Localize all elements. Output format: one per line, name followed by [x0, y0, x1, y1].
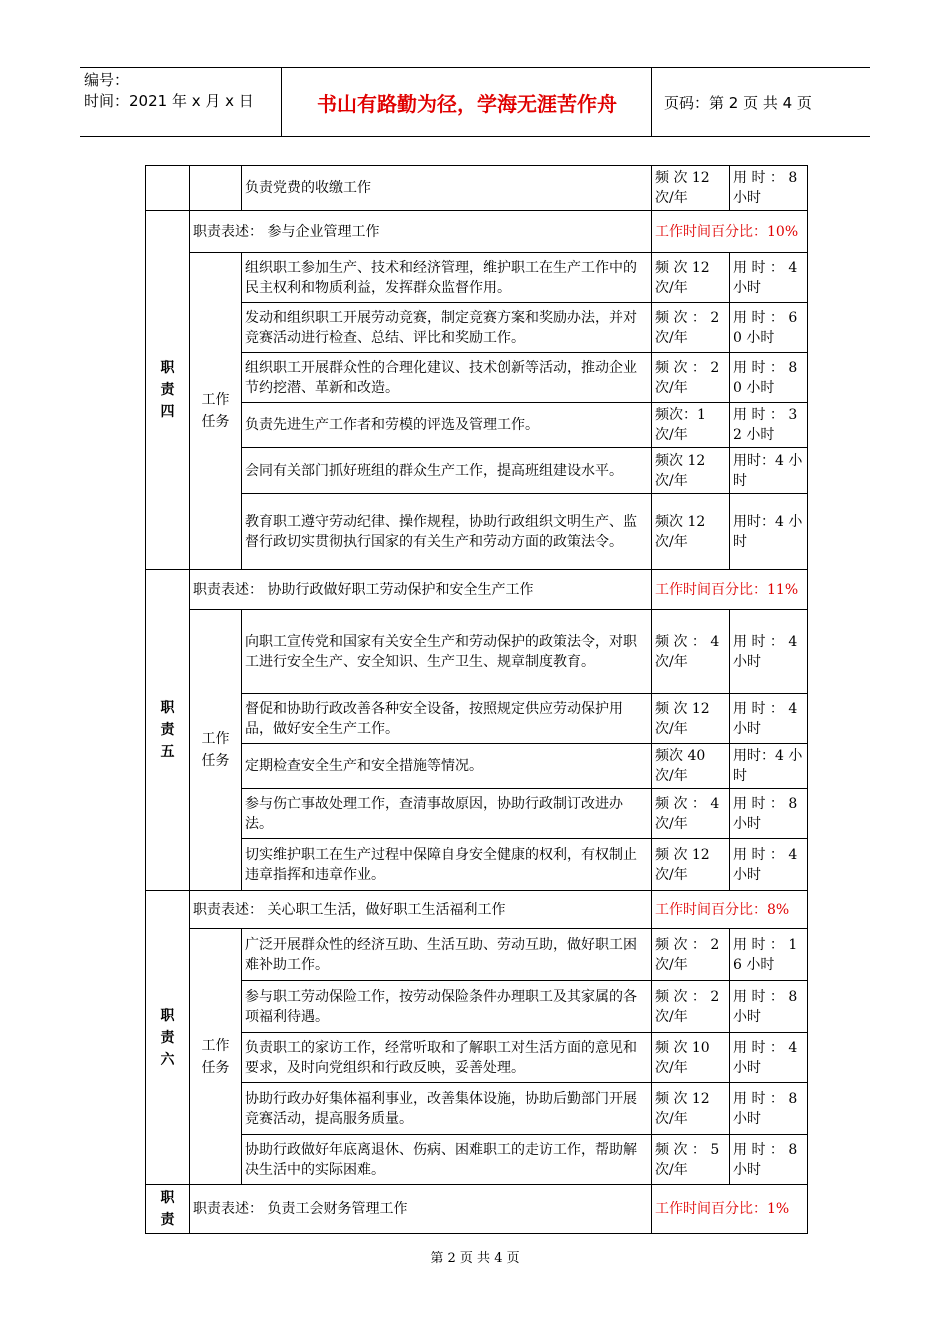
task-text: 参与职工劳动保险工作，按劳动保险条件办理职工及其家属的各项福利待遇。 — [242, 981, 652, 1033]
duty-label — [146, 211, 190, 570]
hours-cell: 用 时 ： 8 小时 — [730, 789, 808, 839]
freq-cell: 频 次 12 次/年 — [652, 253, 730, 303]
table-row — [146, 789, 808, 839]
freq-cell: 频 次 ： 4 次/年 — [652, 789, 730, 839]
vertical-text: 职责四 — [160, 360, 175, 420]
table-row — [146, 448, 808, 494]
freq-cell: 频次 12 次/年 — [652, 494, 730, 570]
task-text: 会同有关部门抓好班组的群众生产工作，提高班组建设水平。 — [242, 448, 652, 494]
vertical-text: 职责五 — [160, 700, 175, 760]
hours-cell: 用 时 ： 8 小时 — [730, 1135, 808, 1185]
duty-table — [145, 165, 808, 1234]
hours-cell: 用 时 ： 8 小时 — [730, 166, 808, 211]
freq-cell: 频 次 12 次/年 — [652, 166, 730, 211]
vertical-text: 工作任务 — [201, 1037, 230, 1076]
work-task-label — [190, 929, 242, 1185]
freq-cell: 频 次 ： 2 次/年 — [652, 929, 730, 981]
table-row — [146, 353, 808, 403]
table-row — [146, 610, 808, 694]
freq-cell: 频 次 ： 4 次/年 — [652, 610, 730, 694]
number-label: 编号： — [84, 71, 130, 89]
time-percentage: 工作时间百分比：10% — [652, 211, 808, 253]
time-percentage: 工作时间百分比：1% — [652, 1185, 808, 1234]
page-label: 页码：第 2 页 共 4 页 — [664, 93, 812, 112]
freq-cell: 频 次 12 次/年 — [652, 1083, 730, 1135]
freq-cell: 频 次 ： 5 次/年 — [652, 1135, 730, 1185]
task-text: 负责党费的收缴工作 — [242, 166, 652, 211]
hours-cell: 用时：4 小时 — [730, 494, 808, 570]
time-label: 时间：2021 年 x 月 x 日 — [84, 92, 254, 110]
table-row — [146, 166, 808, 211]
duty-label — [146, 570, 190, 891]
work-task-label — [190, 253, 242, 570]
hours-cell: 用 时 ： 60 小时 — [730, 303, 808, 353]
task-text: 教育职工遵守劳动纪律、操作规程，协助行政组织文明生产、监督行政切实贯彻执行国家的有关生产和劳动方面的政策法令。 — [242, 494, 652, 570]
task-text: 协助行政做好年底离退休、伤病、困难职工的走访工作，帮助解决生活中的实际困难。 — [242, 1135, 652, 1185]
hours-cell: 用 时 ： 32 小时 — [730, 403, 808, 448]
duty-description: 职责表述： 参与企业管理工作 — [190, 211, 652, 253]
hours-cell: 用 时 ： 80 小时 — [730, 353, 808, 403]
header-meta — [80, 68, 282, 136]
table-row — [146, 744, 808, 789]
hours-cell: 用时：4 小时 — [730, 744, 808, 789]
time-percentage: 工作时间百分比：11% — [652, 570, 808, 610]
freq-cell: 频次 12 次/年 — [652, 448, 730, 494]
duty-description: 职责表述： 负责工会财务管理工作 — [190, 1185, 652, 1234]
duty-description: 职责表述： 协助行政做好职工劳动保护和安全生产工作 — [190, 570, 652, 610]
task-text: 定期检查安全生产和安全措施等情况。 — [242, 744, 652, 789]
freq-cell: 频次 40 次/年 — [652, 744, 730, 789]
table-row — [146, 211, 808, 253]
freq-cell: 频 次 ： 2 次/年 — [652, 981, 730, 1033]
table-row — [146, 694, 808, 744]
hours-cell: 用 时 ： 4 小时 — [730, 839, 808, 891]
hours-cell: 用 时 ： 16 小时 — [730, 929, 808, 981]
table-row — [146, 1135, 808, 1185]
table-row — [146, 1083, 808, 1135]
table-row — [146, 253, 808, 303]
freq-cell: 频次：1 次/年 — [652, 403, 730, 448]
table-row — [146, 891, 808, 929]
page-header — [80, 67, 870, 137]
freq-cell: 频 次 10 次/年 — [652, 1033, 730, 1083]
table-row — [146, 570, 808, 610]
work-cell-empty — [190, 166, 242, 211]
task-text: 组织职工开展群众性的合理化建议、技术创新等活动，推动企业节约挖潜、革新和改造。 — [242, 353, 652, 403]
vertical-text: 职责 — [160, 1190, 175, 1228]
hours-cell: 用 时 ： 8 小时 — [730, 981, 808, 1033]
table-row — [146, 981, 808, 1033]
task-text: 督促和协助行政改善各种安全设备，按照规定供应劳动保护用品，做好安全生产工作。 — [242, 694, 652, 744]
table-row — [146, 1185, 808, 1234]
freq-cell: 频 次 ： 2 次/年 — [652, 353, 730, 403]
page-footer: 第 2 页 共 4 页 — [430, 1251, 520, 1266]
duty-table-body — [146, 166, 808, 1234]
vertical-text: 工作任务 — [201, 731, 230, 769]
task-text: 向职工宣传党和国家有关安全生产和劳动保护的政策法令，对职工进行安全生产、安全知识、生产卫生、规章制度教育。 — [242, 610, 652, 694]
duty-label — [146, 891, 190, 1185]
freq-cell: 频 次 12 次/年 — [652, 694, 730, 744]
duty-cell-empty — [146, 166, 190, 211]
table-row — [146, 303, 808, 353]
task-text: 负责先进生产工作者和劳模的评选及管理工作。 — [242, 403, 652, 448]
task-text: 负责职工的家访工作，经常听取和了解职工对生活方面的意见和要求，及时向党组织和行政反映，妥善处理。 — [242, 1033, 652, 1083]
hours-cell: 用 时 ： 4 小时 — [730, 610, 808, 694]
table-row — [146, 839, 808, 891]
hours-cell: 用 时 ： 4 小时 — [730, 253, 808, 303]
task-text: 组织职工参加生产、技术和经济管理，维护职工在生产工作中的民主权利和物质利益，发挥群众监督作用。 — [242, 253, 652, 303]
hours-cell: 用 时 ： 4 小时 — [730, 694, 808, 744]
work-task-label — [190, 610, 242, 891]
table-row — [146, 403, 808, 448]
hours-cell: 用 时 ： 4 小时 — [730, 1033, 808, 1083]
vertical-text: 职责六 — [160, 1007, 175, 1068]
task-text: 切实维护职工在生产过程中保障自身安全健康的权利，有权制止违章指挥和违章作业。 — [242, 839, 652, 891]
task-text: 广泛开展群众性的经济互助、生活互助、劳动互助，做好职工困难补助工作。 — [242, 929, 652, 981]
task-text: 参与伤亡事故处理工作，查清事故原因，协助行政制订改进办法。 — [242, 789, 652, 839]
hours-cell: 用时：4 小时 — [730, 448, 808, 494]
vertical-text: 工作任务 — [201, 392, 230, 430]
motto: 书山有路勤为径，学海无涯苦作舟 — [283, 68, 652, 136]
table-row — [146, 929, 808, 981]
task-text: 协助行政办好集体福利事业，改善集体设施，协助后勤部门开展竞赛活动，提高服务质量。 — [242, 1083, 652, 1135]
duty-description: 职责表述： 关心职工生活，做好职工生活福利工作 — [190, 891, 652, 929]
table-row — [146, 494, 808, 570]
time-percentage: 工作时间百分比：8% — [652, 891, 808, 929]
task-text: 发动和组织职工开展劳动竞赛，制定竞赛方案和奖励办法，并对竞赛活动进行检查、总结、评比和奖励工作。 — [242, 303, 652, 353]
freq-cell: 频 次 ： 2 次/年 — [652, 303, 730, 353]
duty-label — [146, 1185, 190, 1234]
freq-cell: 频 次 12 次/年 — [652, 839, 730, 891]
table-row — [146, 1033, 808, 1083]
hours-cell: 用 时 ： 8 小时 — [730, 1083, 808, 1135]
